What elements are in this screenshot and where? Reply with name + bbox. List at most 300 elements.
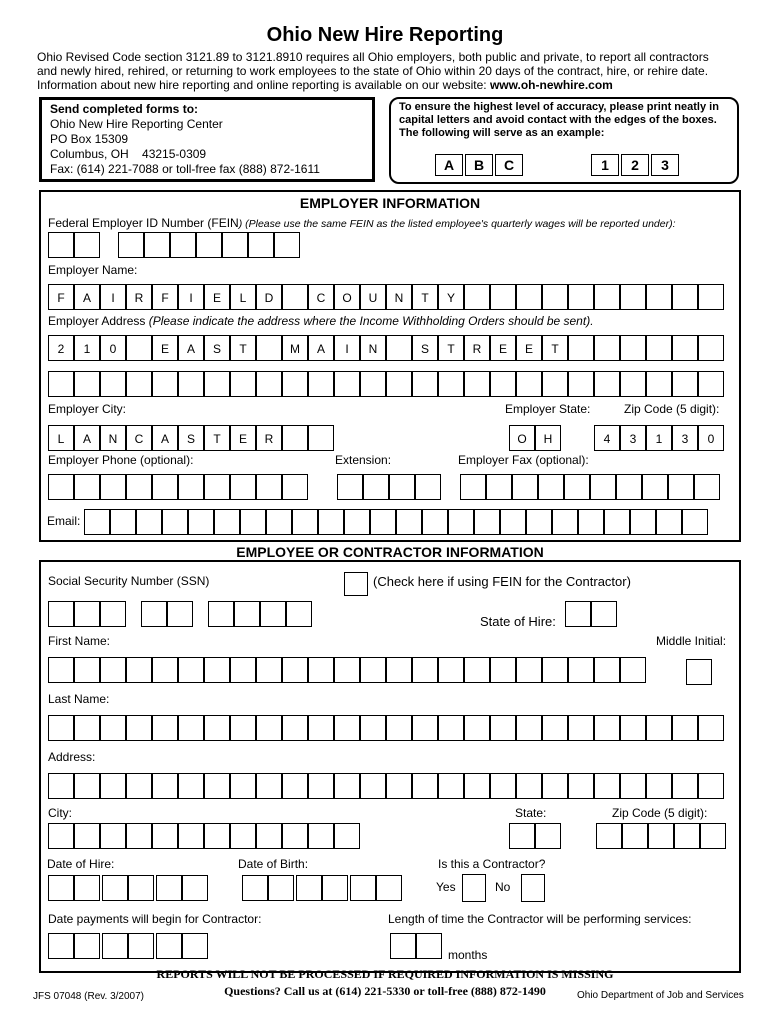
address-char-box[interactable] (204, 773, 230, 799)
first-name-char-box[interactable] (568, 657, 594, 683)
state-of-hire-box[interactable] (565, 601, 591, 627)
months-label: months (448, 948, 488, 962)
first-name-char-box[interactable] (152, 657, 178, 683)
employer-name-char-box[interactable]: U (360, 284, 386, 310)
employer-phone-digit-box[interactable] (74, 474, 100, 500)
example-number-box: 3 (651, 154, 679, 176)
first-name-char-box[interactable] (178, 657, 204, 683)
email-char-box[interactable] (188, 509, 214, 535)
example-number-box: 2 (621, 154, 649, 176)
city-char-box[interactable] (334, 823, 360, 849)
zip-char-box[interactable] (674, 823, 700, 849)
extension-digit-box[interactable] (337, 474, 363, 500)
first-name-char-box[interactable] (282, 657, 308, 683)
address-char-box[interactable] (438, 773, 464, 799)
employer-address-char-box[interactable] (386, 371, 412, 397)
employer-address-boxes-2 (48, 371, 724, 397)
email-char-box[interactable] (656, 509, 682, 535)
address-char-box[interactable] (178, 773, 204, 799)
employer-state-char-box[interactable]: O (509, 425, 535, 451)
birth-date-box[interactable] (268, 875, 294, 901)
address-char-box[interactable] (360, 773, 386, 799)
address-char-box[interactable] (74, 773, 100, 799)
fein-digit-box[interactable] (196, 232, 222, 258)
ssn-digit-box[interactable] (48, 601, 74, 627)
address-char-box[interactable] (516, 773, 542, 799)
employer-address-char-box[interactable] (620, 335, 646, 361)
employer-phone-digit-box[interactable] (256, 474, 282, 500)
email-char-box[interactable] (84, 509, 110, 535)
address-char-box[interactable] (594, 773, 620, 799)
extension-digit-box[interactable] (389, 474, 415, 500)
hire-date-box[interactable] (182, 875, 208, 901)
city-char-box[interactable] (126, 823, 152, 849)
employer-address-char-box[interactable]: R (464, 335, 490, 361)
email-char-box[interactable] (318, 509, 344, 535)
zip-char-box[interactable] (700, 823, 726, 849)
email-char-box[interactable] (682, 509, 708, 535)
address-char-box[interactable] (568, 773, 594, 799)
city-char-box[interactable] (152, 823, 178, 849)
address-char-box[interactable] (126, 773, 152, 799)
employer-address-char-box[interactable] (48, 371, 74, 397)
first-name-char-box[interactable] (256, 657, 282, 683)
first-name-char-box[interactable] (438, 657, 464, 683)
address-char-box[interactable] (490, 773, 516, 799)
email-char-box[interactable] (578, 509, 604, 535)
employer-name-char-box[interactable] (464, 284, 490, 310)
employer-address-char-box[interactable]: I (334, 335, 360, 361)
employer-address-char-box[interactable] (490, 371, 516, 397)
employer-name-char-box[interactable] (282, 284, 308, 310)
address-char-box[interactable] (282, 773, 308, 799)
no-checkbox[interactable] (521, 874, 545, 902)
employer-city-char-box[interactable]: A (152, 425, 178, 451)
employer-address-char-box[interactable] (282, 371, 308, 397)
email-char-box[interactable] (344, 509, 370, 535)
employer-city-label: Employer City: (48, 402, 127, 416)
employer-name-char-box[interactable] (698, 284, 724, 310)
last-name-char-box[interactable] (568, 715, 594, 741)
city-char-box[interactable] (178, 823, 204, 849)
city-char-box[interactable] (308, 823, 334, 849)
employer-name-char-box[interactable]: I (178, 284, 204, 310)
employer-address-char-box[interactable] (516, 371, 542, 397)
employer-fax-digit-box[interactable] (564, 474, 590, 500)
hire-date-box[interactable] (128, 875, 154, 901)
ssn-digit-box[interactable] (286, 601, 312, 627)
employer-fax-digit-box[interactable] (694, 474, 720, 500)
address-char-box[interactable] (386, 773, 412, 799)
address-char-box[interactable] (672, 773, 698, 799)
employer-city-char-box[interactable]: R (256, 425, 282, 451)
employer-city-char-box[interactable]: L (48, 425, 74, 451)
address-note: (Please indicate the address where the Income Withholding Orders should be sent). (148, 314, 594, 328)
city-char-box[interactable] (100, 823, 126, 849)
employer-state-char-box[interactable]: H (535, 425, 561, 451)
employer-address-char-box[interactable]: A (308, 335, 334, 361)
employer-name-char-box[interactable]: A (74, 284, 100, 310)
state-of-hire-box[interactable] (591, 601, 617, 627)
email-char-box[interactable] (240, 509, 266, 535)
length-box[interactable] (390, 933, 416, 959)
employer-name-char-box[interactable]: R (126, 284, 152, 310)
employer-name-char-box[interactable]: C (308, 284, 334, 310)
last-name-char-box[interactable] (48, 715, 74, 741)
employer-address-char-box[interactable]: M (282, 335, 308, 361)
zip-char-box[interactable] (596, 823, 622, 849)
employer-fax-digit-box[interactable] (538, 474, 564, 500)
employer-name-char-box[interactable] (516, 284, 542, 310)
ssn-digit-box[interactable] (167, 601, 193, 627)
employer-name-char-box[interactable] (490, 284, 516, 310)
hire-date-box[interactable] (74, 875, 100, 901)
email-char-box[interactable] (370, 509, 396, 535)
employer-phone-digit-box[interactable] (204, 474, 230, 500)
page-title: Ohio New Hire Reporting (266, 24, 504, 46)
payment-date-box[interactable] (48, 933, 74, 959)
employer-address-char-box[interactable] (568, 335, 594, 361)
employer-name-char-box[interactable]: L (230, 284, 256, 310)
last-name-char-box[interactable] (204, 715, 230, 741)
fein-digit-box[interactable] (74, 232, 100, 258)
first-name-char-box[interactable] (100, 657, 126, 683)
employer-address-char-box[interactable] (594, 371, 620, 397)
address-char-box[interactable] (48, 773, 74, 799)
address-char-box[interactable] (334, 773, 360, 799)
employer-phone-digit-box[interactable] (282, 474, 308, 500)
fein-digit-box[interactable] (170, 232, 196, 258)
payment-date-box[interactable] (102, 933, 128, 959)
employer-address-char-box[interactable] (100, 371, 126, 397)
employer-city-char-box[interactable]: C (126, 425, 152, 451)
employer-name-char-box[interactable] (594, 284, 620, 310)
employer-address-char-box[interactable]: S (204, 335, 230, 361)
employer-city-char-box[interactable]: S (178, 425, 204, 451)
employer-zip-char-box[interactable]: 1 (646, 425, 672, 451)
email-char-box[interactable] (110, 509, 136, 535)
email-char-box[interactable] (136, 509, 162, 535)
employer-name-char-box[interactable] (672, 284, 698, 310)
address-char-box[interactable] (464, 773, 490, 799)
employer-address-char-box[interactable]: 1 (74, 335, 100, 361)
employer-address-char-box[interactable]: E (516, 335, 542, 361)
employer-phone-digit-box[interactable] (152, 474, 178, 500)
intro-text (37, 50, 747, 92)
employer-address-char-box[interactable] (204, 371, 230, 397)
employer-address-char-box[interactable] (646, 335, 672, 361)
email-char-box[interactable] (448, 509, 474, 535)
employer-address-char-box[interactable]: T (542, 335, 568, 361)
employer-fax-digit-box[interactable] (590, 474, 616, 500)
fein-digit-box[interactable] (48, 232, 74, 258)
birth-date-box[interactable] (350, 875, 376, 901)
employer-name-char-box[interactable]: F (48, 284, 74, 310)
employer-name-char-box[interactable]: D (256, 284, 282, 310)
last-name-char-box[interactable] (386, 715, 412, 741)
length-box[interactable] (416, 933, 442, 959)
address-char-box[interactable] (152, 773, 178, 799)
city-char-box[interactable] (74, 823, 100, 849)
example-letter-box: A (435, 154, 463, 176)
last-name-char-box[interactable] (360, 715, 386, 741)
middle-initial-box[interactable] (686, 659, 712, 685)
last-name-char-box[interactable] (256, 715, 282, 741)
last-name-char-box[interactable] (152, 715, 178, 741)
last-name-char-box[interactable] (516, 715, 542, 741)
last-name-char-box[interactable] (412, 715, 438, 741)
employer-address-char-box[interactable] (256, 335, 282, 361)
employer-name-char-box[interactable] (568, 284, 594, 310)
employer-address-char-box[interactable] (308, 371, 334, 397)
last-name-char-box[interactable] (672, 715, 698, 741)
zip-char-box[interactable] (648, 823, 674, 849)
city-char-box[interactable] (230, 823, 256, 849)
payment-date-box[interactable] (182, 933, 208, 959)
example-line-3: The following will serve as an example: (399, 127, 605, 139)
state-char-box[interactable] (509, 823, 535, 849)
address-char-box[interactable] (646, 773, 672, 799)
employer-address-char-box[interactable] (594, 335, 620, 361)
city-char-box[interactable] (256, 823, 282, 849)
ssn-digit-box[interactable] (260, 601, 286, 627)
birth-date-box[interactable] (296, 875, 322, 901)
first-name-char-box[interactable] (204, 657, 230, 683)
email-char-box[interactable] (604, 509, 630, 535)
employer-address-char-box[interactable] (152, 371, 178, 397)
last-name-char-box[interactable] (464, 715, 490, 741)
yes-checkbox[interactable] (462, 874, 486, 902)
email-char-box[interactable] (266, 509, 292, 535)
date-of-birth-label: Date of Birth: (238, 857, 309, 871)
address-char-box[interactable] (620, 773, 646, 799)
employer-address-char-box[interactable]: S (412, 335, 438, 361)
first-name-char-box[interactable] (620, 657, 646, 683)
last-name-char-box[interactable] (490, 715, 516, 741)
email-char-box[interactable] (162, 509, 188, 535)
email-char-box[interactable] (630, 509, 656, 535)
employer-address-char-box[interactable] (646, 371, 672, 397)
state-char-box[interactable] (535, 823, 561, 849)
last-name-char-box[interactable] (100, 715, 126, 741)
extension-digit-box[interactable] (415, 474, 441, 500)
email-char-box[interactable] (396, 509, 422, 535)
ssn-digit-box[interactable] (141, 601, 167, 627)
fein-digit-box[interactable] (274, 232, 300, 258)
last-name-char-box[interactable] (282, 715, 308, 741)
payment-date-box[interactable] (74, 933, 100, 959)
employer-zip-char-box[interactable]: 4 (594, 425, 620, 451)
birth-date-box[interactable] (242, 875, 268, 901)
fein-digit-box[interactable] (248, 232, 274, 258)
employer-city-char-box[interactable]: N (100, 425, 126, 451)
address-char-box[interactable] (100, 773, 126, 799)
employer-fax-digit-box[interactable] (486, 474, 512, 500)
employer-address-char-box[interactable] (230, 371, 256, 397)
employer-name-char-box[interactable]: F (152, 284, 178, 310)
fein-digit-box[interactable] (118, 232, 144, 258)
employer-city-char-box[interactable] (308, 425, 334, 451)
first-name-char-box[interactable] (594, 657, 620, 683)
email-char-box[interactable] (292, 509, 318, 535)
address-char-box[interactable] (698, 773, 724, 799)
extension-digit-box[interactable] (363, 474, 389, 500)
birth-date-box[interactable] (376, 875, 402, 901)
send-heading: Send completed forms to: (50, 102, 199, 116)
zip-char-box[interactable] (622, 823, 648, 849)
employer-address-char-box[interactable] (698, 335, 724, 361)
employer-address-char-box[interactable] (672, 335, 698, 361)
email-char-box[interactable] (500, 509, 526, 535)
first-name-char-box[interactable] (74, 657, 100, 683)
last-name-char-box[interactable] (646, 715, 672, 741)
employer-name-boxes (48, 284, 724, 310)
last-name-char-box[interactable] (178, 715, 204, 741)
email-char-box[interactable] (422, 509, 448, 535)
employer-phone-digit-box[interactable] (48, 474, 74, 500)
last-name-boxes (48, 715, 724, 741)
email-label: Email: (47, 514, 81, 528)
employer-city-char-box[interactable]: T (204, 425, 230, 451)
first-name-char-box[interactable] (126, 657, 152, 683)
employer-name-char-box[interactable] (620, 284, 646, 310)
ssn-digit-box[interactable] (74, 601, 100, 627)
employer-address-char-box[interactable] (256, 371, 282, 397)
fein-digit-box[interactable] (144, 232, 170, 258)
address-char-box[interactable] (230, 773, 256, 799)
employer-address-char-box[interactable] (464, 371, 490, 397)
employer-address-char-box[interactable] (672, 371, 698, 397)
first-name-char-box[interactable] (490, 657, 516, 683)
employer-phone-digit-box[interactable] (126, 474, 152, 500)
last-name-char-box[interactable] (74, 715, 100, 741)
employer-address-char-box[interactable]: T (438, 335, 464, 361)
employer-address-char-box[interactable]: A (178, 335, 204, 361)
employer-fax-digit-box[interactable] (460, 474, 486, 500)
first-name-char-box[interactable] (386, 657, 412, 683)
address-char-box[interactable] (256, 773, 282, 799)
employer-address-char-box[interactable] (386, 335, 412, 361)
employer-city-char-box[interactable] (282, 425, 308, 451)
employer-fax-digit-box[interactable] (512, 474, 538, 500)
employer-phone-digit-box[interactable] (178, 474, 204, 500)
first-name-char-box[interactable] (230, 657, 256, 683)
last-name-char-box[interactable] (230, 715, 256, 741)
employer-zip-char-box[interactable]: 3 (672, 425, 698, 451)
employer-fax-digit-box[interactable] (642, 474, 668, 500)
employer-address-char-box[interactable]: E (152, 335, 178, 361)
first-name-char-box[interactable] (516, 657, 542, 683)
employer-name-char-box[interactable] (646, 284, 672, 310)
city-char-box[interactable] (204, 823, 230, 849)
fein-contractor-checkbox[interactable] (344, 572, 368, 596)
employer-zip-char-box[interactable]: 3 (620, 425, 646, 451)
employer-address-char-box[interactable] (698, 371, 724, 397)
employer-address-char-box[interactable] (360, 371, 386, 397)
last-name-char-box[interactable] (126, 715, 152, 741)
employer-fax-digit-box[interactable] (668, 474, 694, 500)
first-name-char-box[interactable] (412, 657, 438, 683)
employer-phone-digit-box[interactable] (230, 474, 256, 500)
employer-address-char-box[interactable]: T (230, 335, 256, 361)
email-char-box[interactable] (552, 509, 578, 535)
ssn-digit-box[interactable] (234, 601, 260, 627)
ssn-digit-box[interactable] (208, 601, 234, 627)
first-name-char-box[interactable] (360, 657, 386, 683)
birth-date-box[interactable] (322, 875, 348, 901)
employer-city-char-box[interactable]: A (74, 425, 100, 451)
address-char-box[interactable] (542, 773, 568, 799)
last-name-char-box[interactable] (594, 715, 620, 741)
employer-address-char-box[interactable] (412, 371, 438, 397)
city-char-box[interactable] (48, 823, 74, 849)
employer-phone-digit-box[interactable] (100, 474, 126, 500)
employer-address-char-box[interactable] (334, 371, 360, 397)
first-name-char-box[interactable] (48, 657, 74, 683)
address-char-box[interactable] (412, 773, 438, 799)
first-name-char-box[interactable] (334, 657, 360, 683)
employer-address-char-box[interactable]: E (490, 335, 516, 361)
address-char-box[interactable] (308, 773, 334, 799)
employer-address-char-box[interactable] (74, 371, 100, 397)
last-name-char-box[interactable] (698, 715, 724, 741)
state-of-hire-label: State of Hire: (480, 614, 556, 629)
last-name-char-box[interactable] (542, 715, 568, 741)
last-name-char-box[interactable] (620, 715, 646, 741)
hire-date-box[interactable] (156, 875, 182, 901)
employer-address-char-box[interactable] (126, 335, 152, 361)
employer-name-char-box[interactable]: T (412, 284, 438, 310)
email-char-box[interactable] (214, 509, 240, 535)
employer-name-char-box[interactable] (542, 284, 568, 310)
employer-state-boxes (509, 425, 561, 451)
first-name-char-box[interactable] (464, 657, 490, 683)
employer-address-char-box[interactable] (178, 371, 204, 397)
employer-address-char-box[interactable] (438, 371, 464, 397)
employer-name-char-box[interactable]: O (334, 284, 360, 310)
payment-date-box[interactable] (128, 933, 154, 959)
employer-address-char-box[interactable]: N (360, 335, 386, 361)
employer-address-char-box[interactable] (620, 371, 646, 397)
employer-address-char-box[interactable] (126, 371, 152, 397)
last-name-char-box[interactable] (308, 715, 334, 741)
employer-city-char-box[interactable]: E (230, 425, 256, 451)
hire-date-box[interactable] (102, 875, 128, 901)
website-link[interactable]: www.oh-newhire.com (489, 78, 613, 92)
employer-name-char-box[interactable]: E (204, 284, 230, 310)
hire-date-box[interactable] (48, 875, 74, 901)
first-name-char-box[interactable] (308, 657, 334, 683)
employer-zip-char-box[interactable]: 0 (698, 425, 724, 451)
first-name-char-box[interactable] (542, 657, 568, 683)
employer-fax-digit-box[interactable] (616, 474, 642, 500)
employer-name-char-box[interactable]: I (100, 284, 126, 310)
last-name-char-box[interactable] (438, 715, 464, 741)
employer-address-char-box[interactable] (542, 371, 568, 397)
email-char-box[interactable] (474, 509, 500, 535)
city-char-box[interactable] (282, 823, 308, 849)
employer-name-char-box[interactable]: N (386, 284, 412, 310)
email-char-box[interactable] (526, 509, 552, 535)
employer-name-char-box[interactable]: Y (438, 284, 464, 310)
last-name-char-box[interactable] (334, 715, 360, 741)
ssn-digit-box[interactable] (100, 601, 126, 627)
payment-date-box[interactable] (156, 933, 182, 959)
fein-digit-box[interactable] (222, 232, 248, 258)
employer-address-char-box[interactable]: 2 (48, 335, 74, 361)
employer-address-char-box[interactable]: 0 (100, 335, 126, 361)
employer-address-char-box[interactable] (568, 371, 594, 397)
